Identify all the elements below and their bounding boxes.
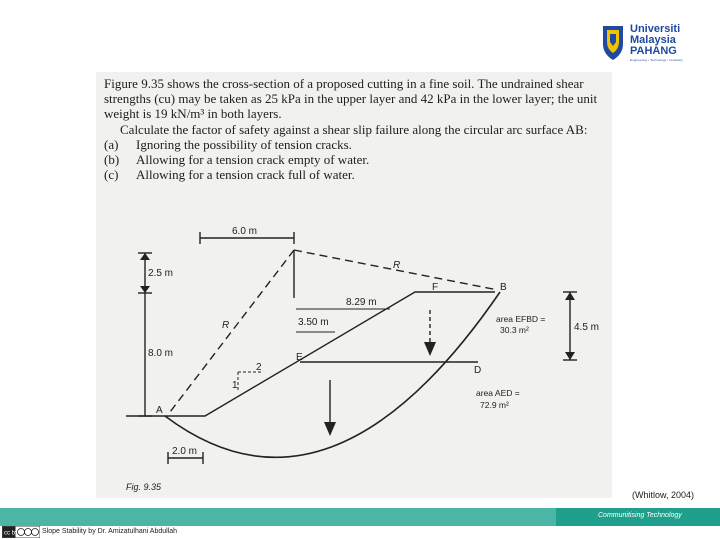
scanned-problem-image xyxy=(96,72,612,498)
shield-logo-icon xyxy=(600,22,626,62)
logo-line3: PAHANG xyxy=(630,45,677,57)
arrow-aed-weight xyxy=(324,422,336,436)
cc-license-badge-icon xyxy=(2,526,40,538)
label-slope-h: 2 xyxy=(256,362,262,373)
footer-tagline: Communitising Technology xyxy=(598,512,682,519)
logo-tagline: Engineering • Technology • Creativity xyxy=(630,58,683,62)
label-point-a: A xyxy=(156,405,163,416)
item-text: Allowing for a tension crack empty of water. xyxy=(136,152,370,168)
item-key: (a) xyxy=(104,136,119,152)
figure-caption: Fig. 9.35 xyxy=(126,482,162,492)
label-radius-top: R xyxy=(393,260,401,271)
license-text: cc by-nc-sa xyxy=(4,530,35,537)
item-text: Ignoring the possibility of tension cracks. xyxy=(136,136,352,152)
problem-item-a xyxy=(104,137,612,152)
source-credit: (Whitlow, 2004) xyxy=(632,490,695,500)
arrow-left-dim-top xyxy=(140,253,150,260)
author-credit: Slope Stability by Dr. Amizatulhani Abdullah xyxy=(42,528,178,535)
item-key: (c) xyxy=(104,167,119,183)
arrow-right-dim-top xyxy=(565,292,575,300)
problem-para2: Calculate the factor of safety against a shear slip failure along the circular arc surface AB: xyxy=(120,121,588,137)
label-dim-bottom: 2.0 m xyxy=(172,446,198,457)
label-dim-crack: 3.50 m xyxy=(298,317,329,328)
problem-item-b xyxy=(104,152,612,167)
label-dim-lever: 8.29 m xyxy=(346,297,377,308)
item-key: (b) xyxy=(104,152,120,168)
label-dim-left-top: 2.5 m xyxy=(148,268,174,279)
arrow-efbd-weight xyxy=(424,342,436,356)
label-radius-left: R xyxy=(222,320,230,331)
slope-cross-section-figure xyxy=(96,214,612,498)
label-dim-right: 4.5 m xyxy=(574,322,600,333)
footer-bar-light xyxy=(0,508,556,526)
item-text: Allowing for a tension crack full of water. xyxy=(136,167,355,183)
problem-text xyxy=(104,76,612,182)
label-area-efbd: area EFBD = xyxy=(496,314,546,324)
arrow-right-dim-bottom xyxy=(565,352,575,360)
logo-line1: Universiti xyxy=(630,23,681,35)
problem-para1: Figure 9.35 shows the cross-section of a proposed cutting in a fine soil. The undrained shear strengths (cu) may be taken as 25 kPa in the upper layer and 42 kPa in the lower layer; the unit weight is 19 kN/m³ in both layers. xyxy=(104,76,598,122)
label-point-e: E xyxy=(296,352,303,363)
label-point-d: D xyxy=(474,365,482,376)
label-dim-left-main: 8.0 m xyxy=(148,348,174,359)
logo-line2: Malaysia xyxy=(630,34,676,46)
arrow-left-dim-mid xyxy=(140,286,150,293)
footer-bar xyxy=(0,508,720,526)
slip-arc-ab xyxy=(165,292,500,457)
label-dim-top: 6.0 m xyxy=(232,226,258,237)
label-area-aed: area AED = xyxy=(476,388,520,398)
problem-item-c xyxy=(104,167,612,182)
label-point-b: B xyxy=(500,282,507,293)
label-point-f: F xyxy=(432,282,439,293)
value-area-efbd: 30.3 m² xyxy=(500,325,529,335)
university-logo xyxy=(600,22,690,66)
label-slope-v: 1 xyxy=(232,380,238,391)
value-area-aed: 72.9 m² xyxy=(480,400,509,410)
